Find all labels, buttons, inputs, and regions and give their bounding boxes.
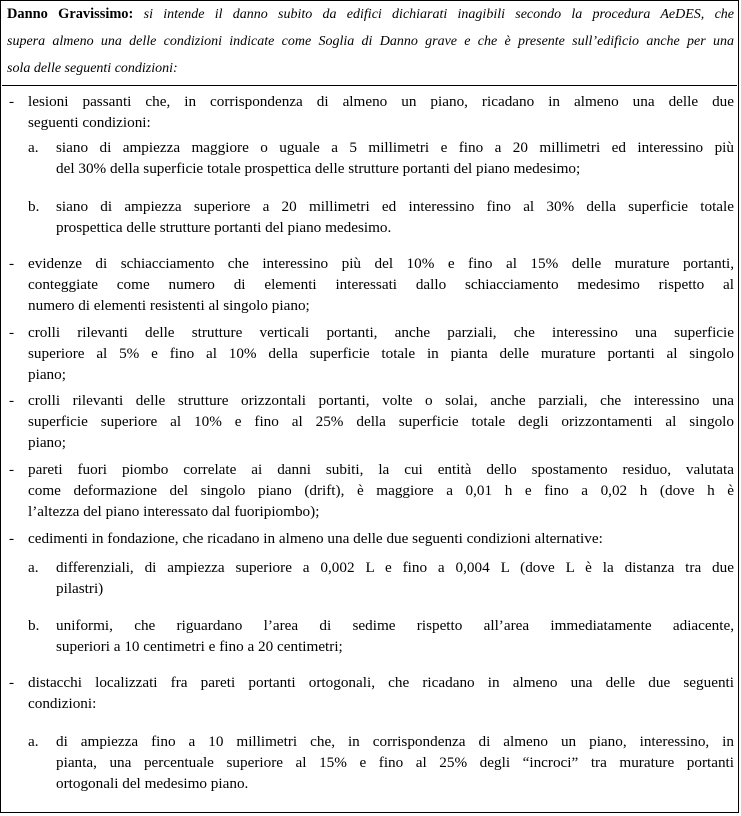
list-marker: -	[9, 674, 15, 691]
item-line: cedimenti in fondazione, che ricadano in almeno una delle due seguenti condizioni alternative:	[28, 530, 603, 547]
item-line: piano;	[28, 366, 66, 383]
sub-item-line: superiori a 10 centimetri e fino a 20 centimetri;	[56, 638, 343, 655]
sub-item-marker: b.	[28, 617, 40, 634]
item-line: distacchi localizzati fra pareti portanti ortogonali, che ricadano in almeno una delle due seguenti	[28, 674, 734, 691]
sub-item-line: del 30% della superficie totale prospettica delle strutture portanti del piano medesimo;	[56, 160, 581, 177]
divider	[2, 85, 737, 86]
item-line: evidenze di schiacciamento che interessino più del 10% e fino al 15% delle murature portanti,	[28, 255, 734, 272]
item-line: superiore al 5% e fino al 10% della superficie totale in pianta delle murature portanti al singolo	[28, 345, 734, 362]
item-line: lesioni passanti che, in corrispondenza di almeno un piano, ricadano in almeno una delle due	[28, 93, 734, 110]
item-line: superficie superiore al 10% e fino al 25% della superficie totale degli orizzontamenti al singolo	[28, 413, 734, 430]
sub-item-line: siano di ampiezza maggiore o uguale a 5 millimetri e fino a 20 millimetri ed interessino più	[56, 139, 734, 156]
sub-item-line: differenziali, di ampiezza superiore a 0,002 L e fino a 0,004 L (dove L è la distanza tra due	[56, 559, 734, 576]
item-line: conteggiate come numero di elementi interessati dallo schiacciamento medesimo rispetto al	[28, 276, 734, 293]
item-line: condizioni:	[28, 695, 97, 712]
list-marker: -	[9, 324, 15, 341]
list-marker: -	[9, 392, 15, 409]
definition-text-1: si intende il danno subito da edifici dichiarati inagibili secondo la procedura AeDES, che	[143, 7, 734, 22]
sub-item-line: uniformi, che riguardano l’area di sedime rispetto all’area immediatamente adiacente,	[56, 617, 734, 634]
definition-line-2: supera almeno una delle condizioni indicate come Soglia di Danno grave e che è presente sull’edificio anche per una	[7, 34, 734, 49]
sub-item-marker: b.	[28, 198, 40, 215]
item-line: crolli rilevanti delle strutture verticali portanti, anche parziali, che interessino una superficie	[28, 324, 734, 341]
definition-line-3: sola delle seguenti condizioni:	[7, 61, 178, 76]
definition-paragraph	[7, 1, 734, 82]
definition-term: Danno Gravissimo:	[7, 6, 134, 22]
sub-item-marker: a.	[28, 733, 39, 750]
definition-line-1	[7, 1, 734, 28]
item-line: come deformazione del singolo piano (drift), è maggiore a 0,01 h e fino a 0,02 h (dove h è	[28, 482, 734, 499]
list-marker: -	[9, 255, 15, 272]
sub-item-marker: a.	[28, 139, 39, 156]
sub-item-line: siano di ampiezza superiore a 20 millimetri ed interessino fino al 30% della superficie totale	[56, 198, 734, 215]
sub-item-line: prospettica delle strutture portanti del piano medesimo.	[56, 219, 392, 236]
item-line: l’altezza del piano interessato dal fuoripiombo);	[28, 503, 320, 520]
sub-item-line: ortogonali del medesimo piano.	[56, 775, 249, 792]
item-line: numero di elementi resistenti al singolo piano;	[28, 297, 310, 314]
item-line: crolli rilevanti delle strutture orizzontali portanti, volte o solai, anche parziali, che interessino una	[28, 392, 734, 409]
list-marker: -	[9, 93, 15, 110]
item-line: pareti fuori piombo correlate ai danni subiti, la cui entità dello spostamento residuo, valutata	[28, 461, 734, 478]
item-line: seguenti condizioni:	[28, 114, 151, 131]
sub-item-line: pilastri)	[56, 580, 104, 597]
list-marker: -	[9, 461, 15, 478]
item-line: piano;	[28, 434, 66, 451]
sub-item-line: pianta, una percentuale superiore al 15% e fino al 25% degli “incroci” tra murature portanti	[56, 754, 734, 771]
sub-item-line: di ampiezza fino a 10 millimetri che, in corrispondenza di almeno un piano, interessino, in	[56, 733, 734, 750]
list-marker: -	[9, 530, 15, 547]
sub-item-marker: a.	[28, 559, 39, 576]
